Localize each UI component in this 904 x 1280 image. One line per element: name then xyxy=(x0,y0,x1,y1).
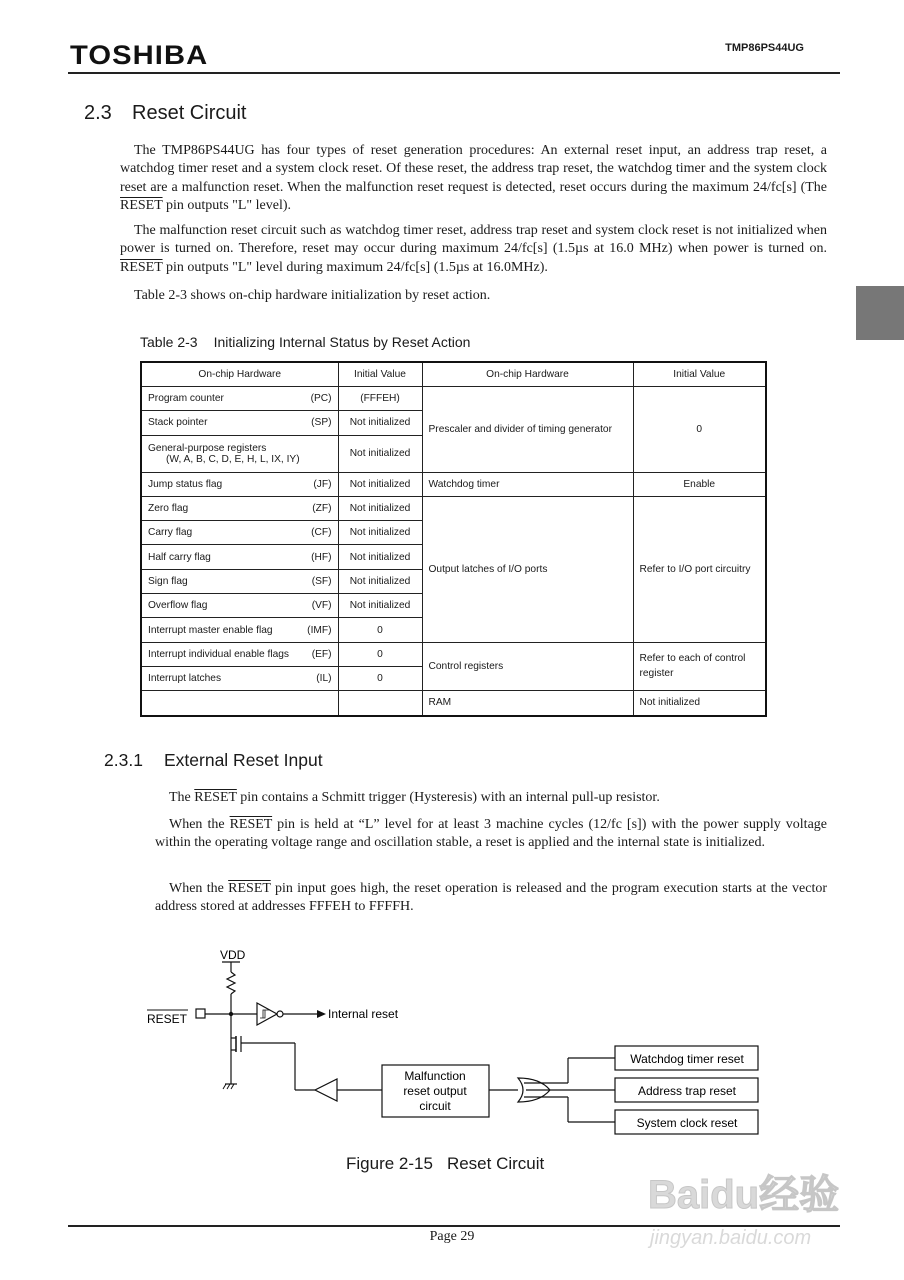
column-header: On-chip Hardware xyxy=(422,362,633,387)
internal-reset-label: Internal reset xyxy=(328,1007,399,1021)
vdd-label: VDD xyxy=(220,948,246,962)
table-row xyxy=(141,691,766,716)
table-row: Interrupt individual enable flags (EF) 0 Control registers Refer to each of control register xyxy=(141,642,766,666)
reset-signal-name: RESET xyxy=(229,817,273,832)
paragraph-reset-hold: When the RESET pin is held at “L” level for at least 3 machine cycles (12/fc [s]) with the power supply voltage within the operating voltage range and oscillation stable, a reset is applied and the internal state is initialized. xyxy=(155,817,827,851)
svg-text:jingyan.baidu.com: jingyan.baidu.com xyxy=(650,1227,812,1249)
svg-text:circuit: circuit xyxy=(419,1099,451,1113)
table-cell: Enable xyxy=(633,472,766,496)
table-row: Overflow flag (VF) Not initialized xyxy=(141,594,766,618)
reset-status-table xyxy=(140,361,767,717)
table-row: Half carry flag (HF) Not initialized xyxy=(141,545,766,569)
reset-signal-name: RESET xyxy=(120,259,163,275)
paragraph-reset-types: The TMP86PS44UG has four types of reset generation procedures: An external reset input, an address trap reset, a watchdog timer reset and a system clock reset. Of these reset, the address trap reset, the watchdog timer and the system clock reset are a malfunction reset. When the malfunction reset request is detected, reset occurs during the maximum 24/fc[s] (The RESET pin outputs "L" level). xyxy=(120,143,827,213)
paragraph-table-ref: Table 2-3 shows on-chip hardware initialization by reset action. xyxy=(134,288,491,303)
baidu-watermark xyxy=(640,1160,850,1260)
table-row: Program counter (PC) (FFFEH) Prescaler and divider of timing generator 0 xyxy=(141,387,766,411)
reset-pin-label: RESET xyxy=(147,1012,188,1026)
header-rule xyxy=(68,72,840,74)
svg-text:Watchdog timer reset: Watchdog timer reset xyxy=(630,1052,744,1066)
schmitt-inverter xyxy=(257,1003,277,1025)
column-header: Initial Value xyxy=(338,362,422,387)
subsection-title xyxy=(104,750,323,771)
table-cell: Not initialized xyxy=(633,691,766,716)
table-cell: Control registers xyxy=(422,642,633,691)
table-header-row xyxy=(141,362,766,387)
table-row: General-purpose registers (W, A, B, C, D, E, H, L, IX, IY) Not initialized xyxy=(141,435,766,472)
svg-text:Malfunction: Malfunction xyxy=(404,1069,466,1083)
table-caption: Table 2-3 Initializing Internal Status by Reset Action xyxy=(140,334,471,350)
output-buffer xyxy=(315,1079,337,1101)
paragraph-schmitt-trigger: The RESET pin contains a Schmitt trigger (Hysteresis) with an internal pull-up resistor. xyxy=(169,790,660,805)
subsection-heading: External Reset Input xyxy=(164,750,323,770)
reset-signal-name: RESET xyxy=(120,197,163,213)
page-number: Page 29 xyxy=(429,1229,475,1244)
document-id: TMP86PS44UG xyxy=(725,42,804,54)
section-title xyxy=(84,102,246,125)
table-cell: 0 xyxy=(633,387,766,473)
reset-signal-name: RESET xyxy=(194,790,237,805)
figure-caption: Figure 2-15 Reset Circuit xyxy=(346,1154,545,1173)
table-row: Carry flag (CF) Not initialized xyxy=(141,521,766,545)
pullup-resistor xyxy=(227,972,235,994)
table-row: Sign flag (SF) Not initialized xyxy=(141,569,766,593)
section-heading: Reset Circuit xyxy=(132,102,247,124)
svg-text:Address trap reset: Address trap reset xyxy=(637,1084,737,1098)
svg-text:reset output: reset output xyxy=(403,1084,467,1098)
svg-text:Baidu经验: Baidu经验 xyxy=(648,1173,840,1217)
table-row: Stack pointer (SP) Not initialized xyxy=(141,411,766,435)
reset-circuit-diagram xyxy=(140,944,780,1144)
reset-signal-name: RESET xyxy=(228,881,271,896)
subsection-number: 2.3.1 xyxy=(104,750,143,770)
svg-text:System clock reset: System clock reset xyxy=(636,1116,738,1130)
paragraph-malfunction-reset: The malfunction reset circuit such as watchdog timer reset, address trap reset and system clock reset is not initialized when power is turned on. Therefore, reset may occur during maximum 24/fc[s] (1.5µs at 16.0 MHz) when power is turned on. RESET pin outputs "L" level during maximum 24/fc[s] (1.5µs at 16.0MHz). xyxy=(120,223,827,275)
table-row: Jump status flag (JF) Not initialized Watchdog timer Enable xyxy=(141,472,766,496)
toshiba-logo: TOSHIBA xyxy=(70,40,209,70)
paragraph-reset-release: When the RESET pin input goes high, the reset operation is released and the program execution starts at the vector address stored at addresses FFFEH to FFFFH. xyxy=(155,881,828,915)
table-cell: Prescaler and divider of timing generator xyxy=(422,387,633,473)
table-row: Interrupt master enable flag (IMF) 0 xyxy=(141,618,766,642)
column-header: Initial Value xyxy=(633,362,766,387)
table-row: Interrupt latches (IL) 0 xyxy=(141,666,766,690)
table-cell: Watchdog timer xyxy=(422,472,633,496)
table-cell: Output latches of I/O ports xyxy=(422,496,633,642)
table-row: Zero flag (ZF) Not initialized Output latches of I/O ports Refer to I/O port circuitry xyxy=(141,496,766,520)
arrow-icon xyxy=(317,1010,326,1018)
table-cell: Refer to each of control register xyxy=(633,642,766,691)
chapter-tab-marker xyxy=(856,286,904,340)
table-cell: Refer to I/O port circuitry xyxy=(633,496,766,642)
reset-pin-pad xyxy=(196,1009,205,1018)
column-header: On-chip Hardware xyxy=(141,362,338,387)
table-cell: RAM xyxy=(422,691,633,716)
section-number: 2.3 xyxy=(84,102,112,124)
